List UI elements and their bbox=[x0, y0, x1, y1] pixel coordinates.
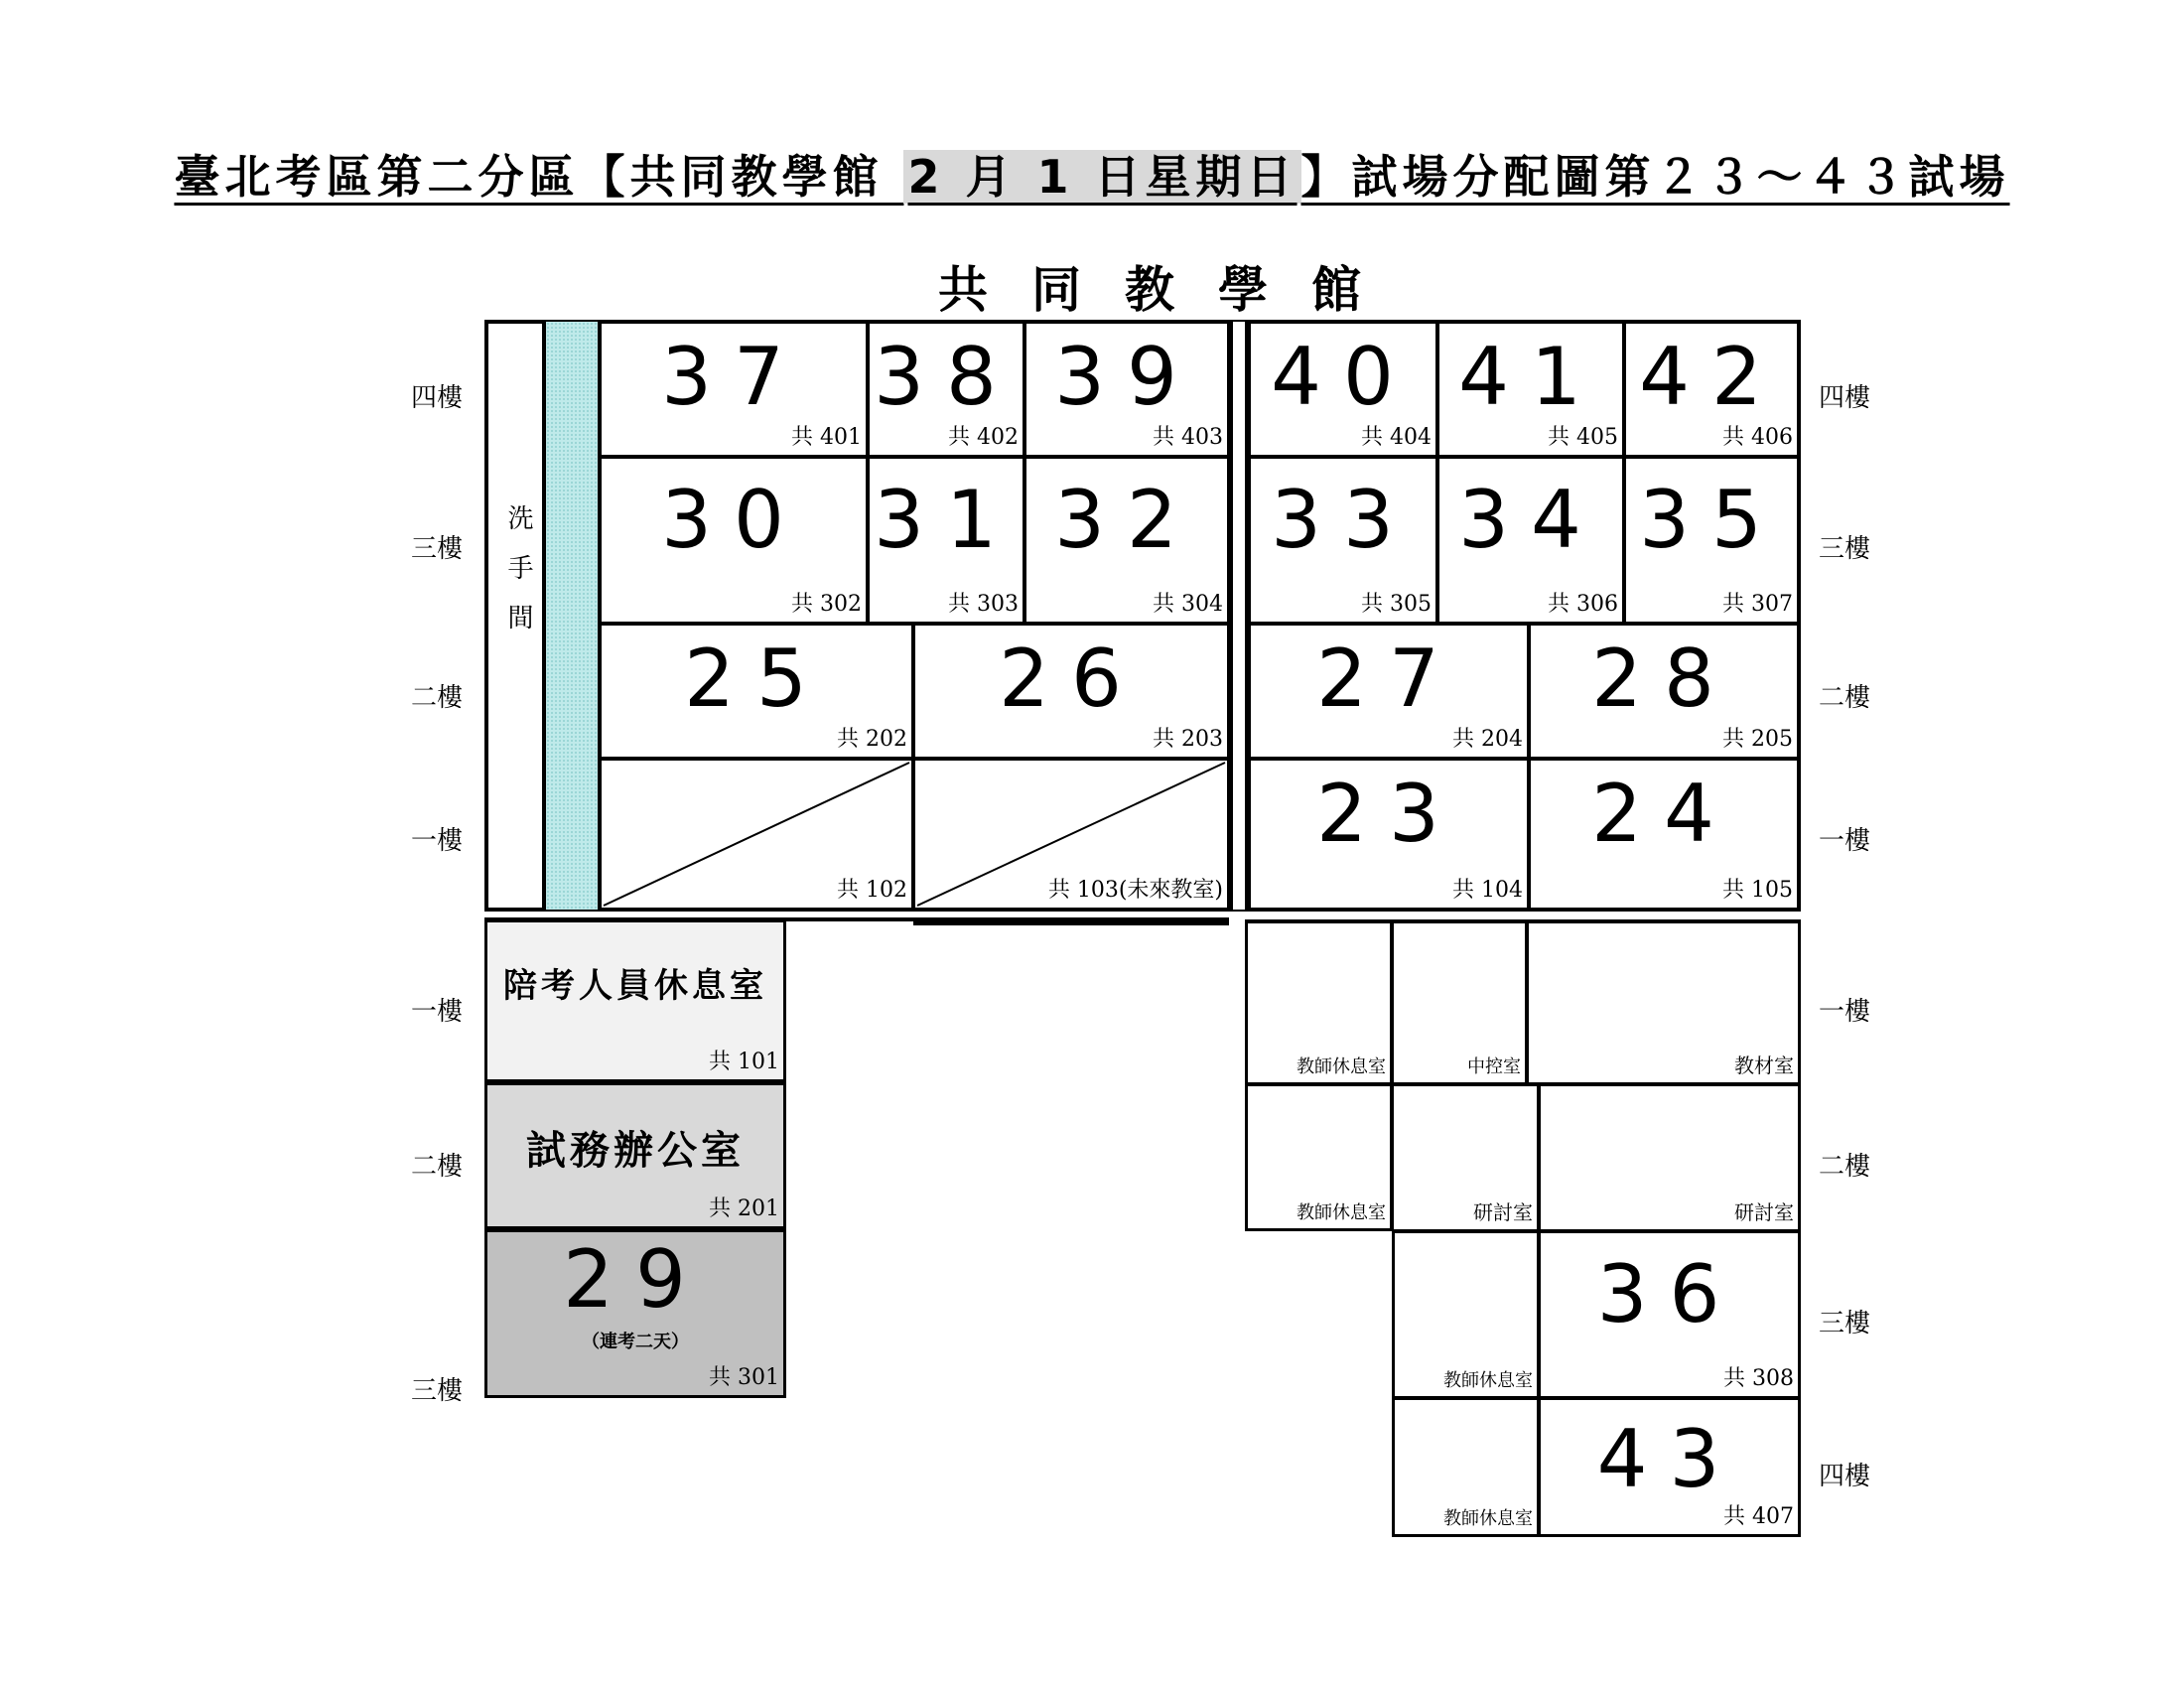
exam-number: 32 bbox=[1054, 474, 1199, 566]
control-room bbox=[1392, 921, 1527, 1084]
room-code: 共 201 bbox=[709, 1196, 779, 1221]
room-code: 共 103(未來教室) bbox=[1047, 878, 1223, 903]
room-label: 教師休息室 bbox=[1297, 1202, 1386, 1223]
exam-room-35 bbox=[1624, 457, 1799, 624]
floor-label-1f-right: 一樓 bbox=[1818, 826, 1870, 856]
exam-number: 30 bbox=[661, 474, 806, 566]
room-code: 共 308 bbox=[1723, 1366, 1794, 1391]
exam-number: 33 bbox=[1271, 474, 1416, 566]
room-label: 教師休息室 bbox=[1443, 1508, 1533, 1529]
room-code: 共 301 bbox=[709, 1365, 779, 1390]
room-label: 教材室 bbox=[1734, 1054, 1794, 1077]
exam-number: 29 bbox=[563, 1233, 708, 1326]
exam-room-36 bbox=[1539, 1231, 1801, 1398]
lounge-title: 陪考人員休息室 bbox=[503, 966, 767, 1006]
exam-room-37 bbox=[600, 322, 868, 457]
room-code: 共 404 bbox=[1361, 425, 1432, 450]
exam-number: 36 bbox=[1596, 1248, 1742, 1340]
room-code: 共 204 bbox=[1452, 727, 1523, 752]
exam-office-201 bbox=[484, 1082, 786, 1229]
corridor-gap bbox=[1233, 322, 1245, 910]
exam-room-27 bbox=[1249, 624, 1529, 759]
two-day-note: （連考二天） bbox=[582, 1332, 689, 1352]
exam-room-38 bbox=[868, 322, 1024, 457]
corridor-wall-right bbox=[1245, 322, 1249, 910]
room-code: 共 105 bbox=[1722, 878, 1793, 903]
exam-room-23 bbox=[1249, 759, 1529, 910]
building-name: 共同教學館 bbox=[938, 261, 1405, 319]
exam-room-26 bbox=[913, 624, 1229, 759]
room-label: 研討室 bbox=[1734, 1200, 1794, 1224]
teacher-lounge-2f bbox=[1245, 1084, 1392, 1231]
room-code: 共 202 bbox=[837, 727, 907, 752]
room-code: 共 305 bbox=[1361, 592, 1432, 617]
floor-label-2f-lower-left: 二樓 bbox=[410, 1152, 463, 1182]
unused-room-102 bbox=[600, 759, 913, 910]
room-code: 共 401 bbox=[791, 425, 862, 450]
exam-room-25 bbox=[600, 624, 913, 759]
room-code: 共 302 bbox=[791, 592, 862, 617]
exam-room-40 bbox=[1249, 322, 1437, 457]
seminar-room-b bbox=[1539, 1084, 1801, 1231]
teacher-lounge-4f bbox=[1392, 1398, 1539, 1537]
companion-lounge-101 bbox=[484, 919, 786, 1082]
floor-label-4f-lower-right: 四樓 bbox=[1818, 1462, 1870, 1491]
floor-label-1f-lower-right: 一樓 bbox=[1818, 997, 1870, 1027]
exam-room-30 bbox=[600, 457, 868, 624]
floor-label-2f-lower-right: 二樓 bbox=[1818, 1152, 1870, 1182]
exam-number: 39 bbox=[1054, 331, 1199, 423]
floor-label-3f-left: 三樓 bbox=[410, 534, 463, 564]
floor-label-1f-lower-left: 一樓 bbox=[410, 997, 463, 1027]
seminar-room-a bbox=[1392, 1084, 1539, 1231]
room-label: 教師休息室 bbox=[1443, 1370, 1533, 1391]
teacher-lounge-1f bbox=[1245, 921, 1392, 1084]
exam-number: 37 bbox=[661, 331, 806, 423]
floor-label-2f-left: 二樓 bbox=[410, 683, 463, 713]
exam-number: 28 bbox=[1591, 633, 1736, 725]
room-code: 共 205 bbox=[1722, 727, 1793, 752]
exam-number: 23 bbox=[1316, 768, 1461, 860]
unused-room-103 bbox=[913, 759, 1229, 910]
exam-number: 43 bbox=[1596, 1413, 1742, 1505]
exam-room-42 bbox=[1624, 322, 1799, 457]
exam-room-28 bbox=[1529, 624, 1799, 759]
exam-number: 38 bbox=[874, 331, 1019, 423]
exam-room-39 bbox=[1024, 322, 1229, 457]
exam-number: 27 bbox=[1316, 633, 1461, 725]
exam-number: 41 bbox=[1458, 331, 1603, 423]
room-code: 共 403 bbox=[1153, 425, 1223, 450]
exam-room-33 bbox=[1249, 457, 1437, 624]
floor-label-3f-lower-right: 三樓 bbox=[1818, 1309, 1870, 1338]
exam-number: 25 bbox=[684, 633, 829, 725]
exam-number: 26 bbox=[999, 633, 1144, 725]
room-code: 共 303 bbox=[948, 592, 1019, 617]
title-prefix: 臺北考區第二分區【共同教學館 bbox=[174, 150, 904, 204]
exam-number: 31 bbox=[874, 474, 1019, 566]
room-label: 中控室 bbox=[1467, 1056, 1521, 1077]
page-title bbox=[0, 139, 2184, 209]
room-code: 共 101 bbox=[709, 1050, 779, 1074]
lower-wing-corridor-stub bbox=[913, 921, 1229, 925]
room-code: 共 407 bbox=[1723, 1504, 1794, 1529]
washroom-strip bbox=[546, 322, 602, 910]
room-code: 共 307 bbox=[1722, 592, 1793, 617]
room-code: 共 102 bbox=[837, 878, 907, 903]
room-code: 共 304 bbox=[1153, 592, 1223, 617]
floor-label-1f-left: 一樓 bbox=[410, 826, 463, 856]
exam-date: 2 月 1 日星期日 bbox=[903, 150, 1300, 204]
exam-room-31 bbox=[868, 457, 1024, 624]
exam-room-29 bbox=[484, 1229, 786, 1398]
room-label: 教師休息室 bbox=[1297, 1056, 1386, 1077]
exam-number: 42 bbox=[1639, 331, 1784, 423]
exam-number: 40 bbox=[1271, 331, 1416, 423]
floor-label-4f-left: 四樓 bbox=[410, 383, 463, 413]
room-label: 研討室 bbox=[1473, 1200, 1533, 1224]
room-code: 共 104 bbox=[1452, 878, 1523, 903]
floor-label-4f-right: 四樓 bbox=[1818, 383, 1870, 413]
exam-room-24 bbox=[1529, 759, 1799, 910]
title-suffix: 】試場分配圖第２３～４３試場 bbox=[1300, 150, 2010, 204]
materials-room bbox=[1527, 921, 1801, 1084]
exam-number: 24 bbox=[1591, 768, 1736, 860]
exam-room-41 bbox=[1437, 322, 1624, 457]
exam-room-32 bbox=[1024, 457, 1229, 624]
teacher-lounge-3f bbox=[1392, 1231, 1539, 1398]
room-code: 共 406 bbox=[1722, 425, 1793, 450]
exam-room-43 bbox=[1539, 1398, 1801, 1537]
exam-room-34 bbox=[1437, 457, 1624, 624]
washroom-label: 洗手間 bbox=[503, 504, 533, 653]
office-title: 試務辦公室 bbox=[526, 1128, 745, 1174]
room-code: 共 405 bbox=[1548, 425, 1618, 450]
room-code: 共 306 bbox=[1548, 592, 1618, 617]
floor-label-2f-right: 二樓 bbox=[1818, 683, 1870, 713]
floor-label-3f-right: 三樓 bbox=[1818, 534, 1870, 564]
room-code: 共 402 bbox=[948, 425, 1019, 450]
floor-label-3f-lower-left: 三樓 bbox=[410, 1376, 463, 1406]
room-code: 共 203 bbox=[1153, 727, 1223, 752]
exam-number: 35 bbox=[1639, 474, 1784, 566]
exam-number: 34 bbox=[1458, 474, 1603, 566]
